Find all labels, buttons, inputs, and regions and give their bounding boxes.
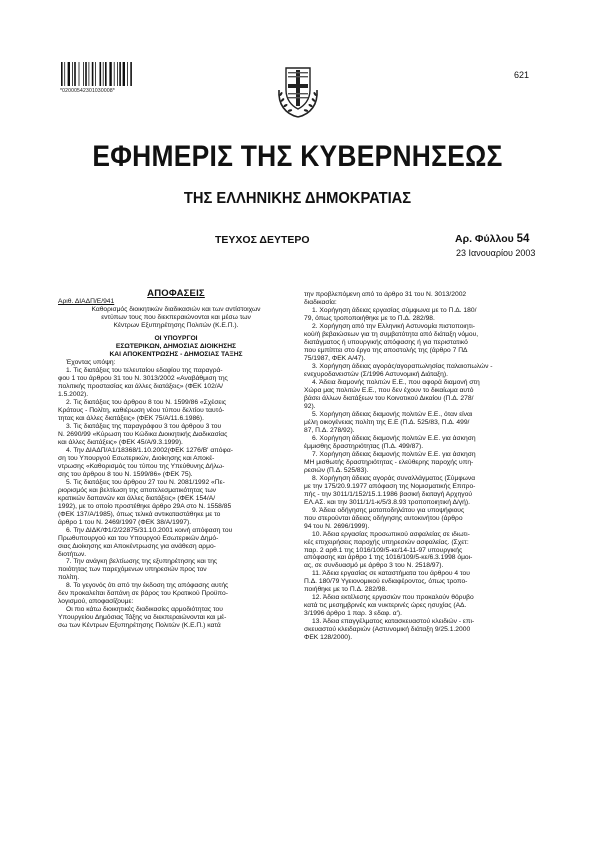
left-body bbox=[58, 367, 294, 630]
barcode-bar bbox=[100, 62, 102, 86]
body-line: Οι πιο κάτω διοικητικές διαδικασίες αρμοδιότητας του bbox=[66, 606, 223, 614]
body-line: 13. Άδεια επαγγέλματος κατασκευαστού κλειδιών - επι- bbox=[312, 618, 475, 626]
body-line: τητας και άλλες διατάξεις» (ΦΕΚ 75/Α/11.6.1986). bbox=[58, 414, 204, 422]
body-line: διαδικασία: bbox=[304, 298, 337, 306]
barcode-bar bbox=[74, 62, 76, 86]
body-line: διοτήτων. bbox=[58, 550, 87, 558]
body-line: (ΦΕΚ 137/Α/1985), όπως τελικά αντικαταστάθηκε με το bbox=[58, 510, 221, 518]
barcode-bar bbox=[114, 62, 115, 86]
body-line: άρθρο 1 του Ν. 2469/1997 (ΦΕΚ 38/Α/1997). bbox=[58, 518, 192, 526]
ministers-line: ΕΣΩΤΕΡΙΚΩΝ, ΔΗΜΟΣΙΑΣ ΔΙΟΙΚΗΣΗΣ bbox=[115, 342, 237, 350]
ministers-heading bbox=[58, 335, 294, 359]
decision-title-line: Καθορισμός διοικητικών διαδικασιών και των αντίστοιχων bbox=[91, 305, 261, 313]
body-line: που στερούνται άδειας οδήγησης αυτοκινήτου (άρθρο bbox=[304, 514, 463, 522]
barcode-bar bbox=[117, 62, 118, 86]
body-line: 7. Χορήγηση άδειας διαμονής πολιτών Ε.Ε. για άσκηση bbox=[312, 450, 476, 458]
barcode-bar bbox=[64, 62, 65, 86]
body-line: 7. Την ανάγκη βελτίωσης της εξυπηρέτησης και της bbox=[66, 558, 218, 566]
body-line: κατά τις μεσημβρινές και νυκτερινές ώρες ησυχίας (ΑΔ. bbox=[304, 602, 467, 610]
body-line: βάσει άλλων διατάξεων του Κοινοτικού Δικαίου (Π.Δ. 278/ bbox=[304, 394, 474, 402]
barcode-bar bbox=[85, 62, 87, 86]
body-line: 1. Χορήγηση άδειας εργασίας σύμφωνα με το Π.Δ. 180/ bbox=[312, 306, 477, 314]
body-line: 6. Την ΔΙΔΚ/Φ1/2/22875/31.10.2001 κοινή απόφαση του bbox=[66, 526, 233, 534]
barcode-bar bbox=[109, 62, 111, 86]
barcode-bar bbox=[119, 62, 121, 86]
barcode-bar bbox=[72, 62, 73, 86]
body-line: δεν προκαλείται δαπάνη σε βάρος του Κρατικού Προϋπο- bbox=[58, 590, 228, 598]
decision-number: Αριθ. ΔΙΑΔΠ/Ε/941 bbox=[58, 297, 115, 305]
right-column bbox=[304, 291, 540, 642]
body-line: ποιήθηκε με το Π.Δ. 282/98. bbox=[304, 586, 388, 594]
body-line: 4. Την ΔΙΑΔΠ/Α1/18368/1.10.2002(ΦΕΚ 1276/Β' απόφα- bbox=[66, 446, 233, 454]
body-line: 87, Π.Δ. 278/92). bbox=[304, 426, 355, 434]
body-line: ρεσιών (Π.Δ. 525/83). bbox=[304, 466, 369, 474]
body-line: 3. Χορήγηση άδειας αγοράς/αγοραπωλησίας παλαιοπωλών - bbox=[312, 362, 493, 370]
body-line: 79, όπως τροποποιήθηκε με το Π.Δ. 282/98. bbox=[304, 314, 435, 322]
body-line: ΜΗ μισθωτής δραστηριότητας - ελεύθερης παροχής υπη- bbox=[304, 458, 474, 466]
decision-title-line: εντύπων τους που διεκπεραιώνονται και μέσω των bbox=[101, 313, 251, 321]
body-line: 92). bbox=[304, 402, 316, 410]
body-line: Κράτους - Πολίτη, καθιέρωση νέου τύπου δελτίου ταυτό- bbox=[58, 406, 225, 414]
body-line: 1992), με το οποίο προστέθηκε άρθρο 29Α στο Ν. 1558/85 bbox=[58, 502, 232, 510]
sheet-number bbox=[455, 233, 529, 245]
body-line: 4. Άδεια διαμονής πολιτών Ε.Ε., που αφορά διαμονή στη bbox=[312, 378, 480, 386]
body-line: Χώρα μας πολιτών Ε.Ε., που δεν έχουν το δικαίωμα αυτό bbox=[304, 386, 474, 394]
barcode-bar bbox=[61, 62, 63, 86]
decision-title-line: Κέντρων Εξυπηρέτησης Πολιτών (Κ.Ε.Π.). bbox=[113, 321, 239, 329]
body-line: 5. Χορήγηση άδειας διαμονής πολιτών Ε.Ε., όταν είναι bbox=[312, 410, 473, 418]
gazette-subtitle: ΤΗΣ ΕΛΛΗΝΙΚΗΣ ΔΗΜΟΚΡΑΤΙΑΣ bbox=[183, 190, 412, 207]
body-line: ριορισμός και βελτίωση της αποτελεσματικότητας των bbox=[58, 486, 217, 494]
body-line: ποιότητας των παρεχόμενων υπηρεσιών προς τον bbox=[58, 566, 207, 574]
body-line: ση του Υπουργού Εσωτερικών, Διοίκησης και Αποκέ- bbox=[58, 454, 215, 462]
body-line: ΦΕΚ 128/2000). bbox=[304, 634, 353, 642]
body-line: 6. Χορήγηση άδειας διαμονής πολιτών Ε.Ε. για άσκηση bbox=[312, 434, 476, 442]
body-line: 2. Χορήγηση από την Ελληνική Αστυνομία πιστοποιητι- bbox=[312, 322, 475, 330]
body-line: 2. Τις διατάξεις του άρθρου 8 του Ν. 1599/86 «Σχέσεις bbox=[66, 398, 227, 406]
body-line: Π.Δ. 180/79 Υγειονομικού ενδιαφέροντος, όπως τροπο- bbox=[304, 578, 468, 586]
body-line: σω των Κέντρων Εξυπηρέτησης Πολιτών (Κ.Ε.Π.) κατά bbox=[58, 622, 221, 630]
body-line: παρ. 2 αρθ.1 της 1016/109/5-κε/14-11-97 υπουργικής bbox=[304, 546, 463, 554]
body-line: 3/1996 άρθρο 1 παρ. 3 εδαφ. α'). bbox=[304, 610, 402, 618]
body-line: 12. Άδεια εκτέλεσης εργασιών που προκαλούν θόρυβο bbox=[312, 594, 474, 602]
body-line: 3. Τις διατάξεις της παραγράφου 3 του άρθρου 3 του bbox=[66, 422, 222, 430]
body-line: φου 1 του άρθρου 31 του Ν. 3013/2002 «Αναβάθμιση της bbox=[58, 374, 228, 382]
body-line: 1. Τις διατάξεις του τελευταίου εδαφίου της παραγρά- bbox=[66, 366, 223, 374]
barcode-bar bbox=[68, 62, 70, 86]
body-line: ενεχυροδανειστών (Σ/1996 Αστυνομική Διάταξη). bbox=[304, 370, 448, 378]
sheet-number-value: 54 bbox=[516, 233, 530, 245]
body-line: λογισμού, αποφασίζουμε: bbox=[58, 598, 134, 606]
barcode-bar bbox=[92, 62, 94, 86]
body-line: απόφασης και άρθρο 1 της 1016/109/5-κε/6.3.1998 όμοι- bbox=[304, 554, 473, 562]
body-line: 75/1987, ΦΕΚ Α/47). bbox=[304, 354, 366, 362]
body-line: πής - την 3011/1/152/15.1.1986 βασική διαταγή Αρχηγού bbox=[304, 490, 473, 498]
body-line: 8. Χορήγηση άδειας αγοράς συναλλάγματος (Σύμφωνα bbox=[312, 474, 476, 482]
body-line: 8. Το γεγονός ότι από την έκδοση της απόφασης αυτής bbox=[66, 582, 229, 590]
body-line: σης του άρθρου 8 του Ν. 1599/86» (ΦΕΚ 75). bbox=[58, 470, 193, 478]
body-line: που εμπίπτει στο έργο της αποστολής της (άρθρο 7 ΠΔ bbox=[304, 346, 468, 354]
gazette-title: ΕΦΗΜΕΡΙΣ ΤΗΣ ΚΥΒΕΡΝΗΣΕΩΣ bbox=[92, 140, 503, 173]
ministers-line: ΟΙ ΥΠΟΥΡΓΟΙ bbox=[154, 334, 198, 342]
body-line: σιας Διοίκησης και Αποκέντρωσης για ανάθεση αρμο- bbox=[58, 542, 216, 550]
barcode-bar bbox=[123, 62, 125, 86]
barcode-icon bbox=[60, 62, 154, 86]
intro-line: Έχοντας υπόψη: bbox=[66, 358, 116, 366]
body-line: κρατικών δαπανών και άλλες διατάξεις» (ΦΕΚ 154/Α/ bbox=[58, 494, 216, 502]
body-line: μέλη οικογένειας πολίτη της Ε.Ε (Π.Δ. 525/83, Π.Δ. 499/ bbox=[304, 418, 470, 426]
body-line: 94 του Ν. 2696/1999). bbox=[304, 522, 370, 530]
barcode-bar bbox=[95, 62, 96, 86]
issue-date: 23 Ιανουαρίου 2003 bbox=[456, 248, 536, 258]
ministers-line: ΚΑΙ ΑΠΟΚΕΝΤΡΩΣΗΣ - ΔΗΜΟΣΙΑΣ ΤΑΞΗΣ bbox=[109, 350, 243, 358]
body-line: 1.5.2002). bbox=[58, 390, 89, 398]
page-number: 621 bbox=[514, 70, 530, 80]
body-line: 10. Άδεια εργασίας προσωπικού ασφαλείας σε ιδιωτι- bbox=[312, 530, 470, 538]
body-line: σκευαστού κλειδαριών (Αστυνομική διάταξη 9/25.1.2000 bbox=[304, 626, 471, 634]
body-line: Πρωθυπουργού και του Υπουργού Εσωτερικών Δημό- bbox=[58, 534, 219, 542]
barcode-bar bbox=[89, 62, 90, 86]
body-line: με την 175/20.9.1977 απόφαση της Νομισματικής Επιτρο- bbox=[304, 482, 476, 490]
right-body bbox=[304, 291, 540, 642]
body-line: 5. Τις διατάξεις του άρθρου 27 του Ν. 2081/1992 «Πε- bbox=[66, 478, 225, 486]
body-line: κές επιχειρήσεις παροχής υπηρεσιών ασφαλείας. (Σχετ: bbox=[304, 538, 469, 546]
decision-title bbox=[58, 306, 294, 330]
barcode-number: *02000542301030008* bbox=[60, 88, 115, 94]
decisions-heading: ΑΠΟΦΑΣΕΙΣ bbox=[147, 288, 205, 299]
barcode-bar bbox=[127, 62, 128, 86]
sheet-label: Αρ. Φύλλου bbox=[455, 233, 514, 245]
greek-coat-of-arms-icon bbox=[275, 62, 321, 120]
barcode-bar bbox=[103, 62, 104, 86]
body-line: έμμισθης δραστηριότητας (Π.Δ. 499/87). bbox=[304, 442, 424, 450]
body-line: την προβλεπόμενη από το άρθρο 31 του Ν. 3013/2002 bbox=[304, 291, 467, 298]
body-line: ας, σε συνδυασμό με άρθρο 3 του Ν. 2518/97). bbox=[304, 562, 444, 570]
body-line: πολιτικής προστασίας και άλλες διατάξεις» (ΦΕΚ 102/Α/ bbox=[58, 382, 223, 390]
body-line: Υπουργείου Δημόσιας Τάξης να διεκπεραιώνονται και μέ- bbox=[58, 614, 227, 622]
barcode-bar bbox=[105, 62, 107, 86]
left-column bbox=[58, 290, 294, 630]
body-line: 9. Άδεια οδήγησης μοτοποδηλάτου για υποψήφιους bbox=[312, 506, 465, 514]
body-line: ντρωσης «Καθορισμός του τύπου της Υπεύθυνης Δήλω- bbox=[58, 462, 225, 470]
body-line: κού/ή βεβαιώσεων για τη συμβατότητα από διάταξη νόμου, bbox=[304, 330, 479, 338]
barcode-bar bbox=[130, 62, 132, 86]
body-line: 11. Άδεια εργασίας σε καταστήματα του άρθρου 4 του bbox=[312, 570, 470, 578]
issue-label: ΤΕΥΧΟΣ ΔΕΥΤΕΡΟ bbox=[215, 234, 310, 246]
barcode-bar bbox=[83, 62, 84, 86]
body-line: Ν. 2690/99 «Κύρωση του Κώδικα Διοικητικής Διαδικασίας bbox=[58, 430, 228, 438]
barcode-bar bbox=[79, 62, 80, 86]
body-line: και άλλες διατάξεις» (ΦΕΚ 45/Α/9.3.1999). bbox=[58, 438, 183, 446]
body-line: ΕΛ.ΑΣ. και την 3011/1/1-κ/5/3.8.93 τροποποιητική Δ/γή). bbox=[304, 498, 470, 506]
body-line: διατάγματος ή υπουργικής απόφασης ή για περιστατικό bbox=[304, 338, 468, 346]
body-line: πολίτη. bbox=[58, 574, 80, 582]
